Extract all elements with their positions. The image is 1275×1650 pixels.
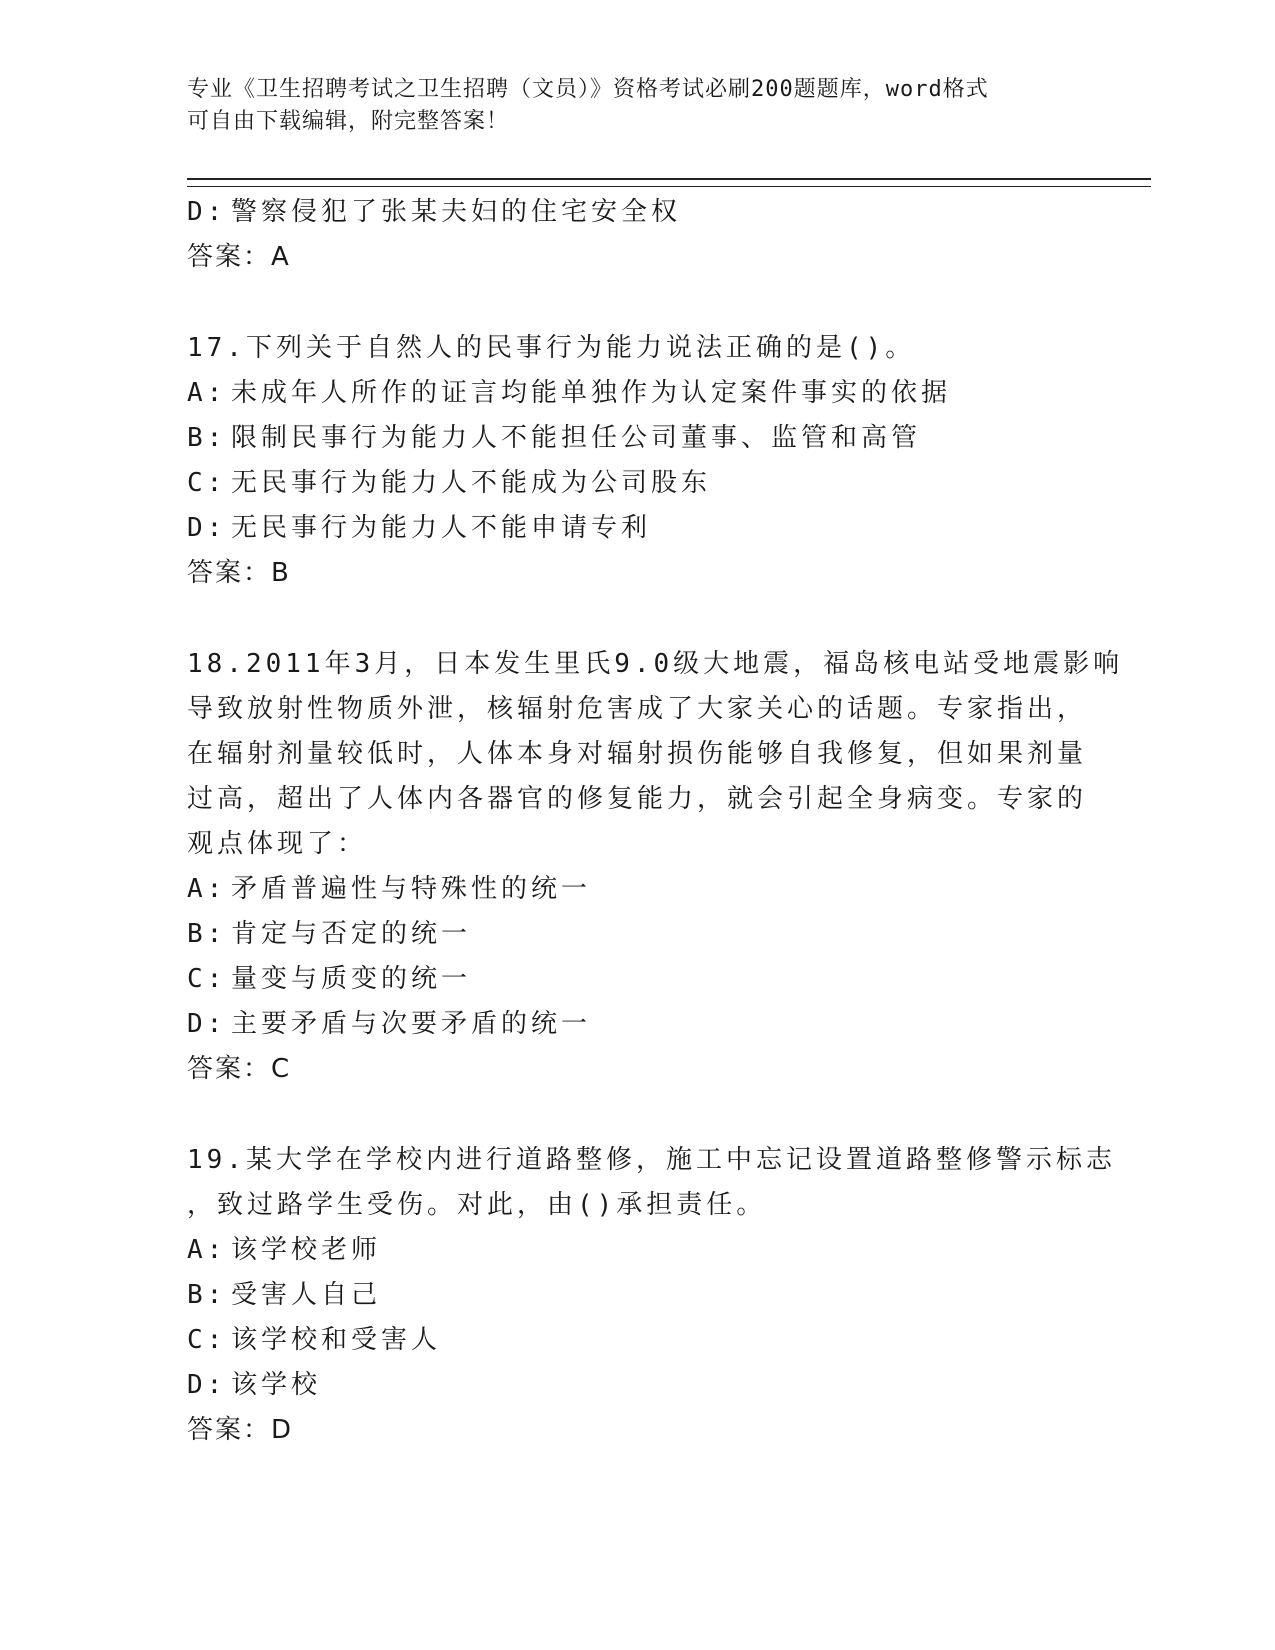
answer-line: 答案：A	[187, 242, 291, 272]
answer-line: 答案：B	[187, 558, 291, 588]
question-17	[187, 326, 1087, 596]
answer-line: 答案：D	[187, 1415, 294, 1445]
option-letter: B:	[187, 919, 227, 949]
option-a	[187, 1228, 1087, 1273]
option-letter: D:	[187, 197, 227, 227]
option-text: 受害人自己	[231, 1280, 382, 1310]
option-text: 肯定与否定的统一	[231, 919, 472, 949]
option-text: 矛盾普遍性与特殊性的统一	[231, 874, 592, 904]
question-stem: 17.下列关于自然人的民事行为能力说法正确的是()。	[187, 333, 916, 363]
option-text: 该学校老师	[231, 1235, 382, 1265]
option-c	[187, 957, 1087, 1002]
option-d	[187, 190, 1087, 235]
header-line-2: 可自由下载编辑，附完整答案！	[187, 109, 510, 134]
header-divider	[187, 178, 1151, 187]
option-text: 无民事行为能力人不能成为公司股东	[231, 468, 712, 498]
option-text: 无民事行为能力人不能申请专利	[231, 513, 652, 543]
option-text: 限制民事行为能力人不能担任公司董事、监管和高管	[231, 423, 922, 453]
option-letter: D:	[187, 1009, 227, 1039]
document-header	[187, 74, 1087, 138]
option-text: 警察侵犯了张某夫妇的住宅安全权	[231, 197, 682, 227]
question-16-tail	[187, 190, 1087, 280]
option-d	[187, 1002, 1087, 1047]
header-line-1: 专业《卫生招聘考试之卫生招聘（文员）》资格考试必刷200题题库，word格式	[187, 77, 989, 102]
option-c	[187, 1318, 1087, 1363]
option-letter: D:	[187, 513, 227, 543]
option-letter: B:	[187, 1280, 227, 1310]
option-b	[187, 416, 1087, 461]
option-b	[187, 912, 1087, 957]
question-stem-line: ，致过路学生受伤。对此，由()承担责任。	[187, 1190, 767, 1220]
option-text: 主要矛盾与次要矛盾的统一	[231, 1009, 592, 1039]
option-letter: A:	[187, 378, 227, 408]
answer-line: 答案：C	[187, 1054, 292, 1084]
option-letter: A:	[187, 1235, 227, 1265]
option-letter: C:	[187, 468, 227, 498]
option-d	[187, 506, 1087, 551]
question-19	[187, 1138, 1116, 1453]
option-letter: C:	[187, 964, 227, 994]
question-stem-line: 导致放射性物质外泄，核辐射危害成了大家关心的话题。专家指出，	[187, 694, 1088, 724]
option-letter: D:	[187, 1370, 227, 1400]
option-text: 该学校	[231, 1370, 322, 1400]
option-letter: A:	[187, 874, 227, 904]
option-a	[187, 371, 1087, 416]
option-b	[187, 1273, 1087, 1318]
question-stem-line: 19.某大学在学校内进行道路整修，施工中忘记设置道路整修警示标志	[187, 1145, 1116, 1175]
question-stem-line: 观点体现了：	[187, 829, 368, 859]
option-letter: C:	[187, 1325, 227, 1355]
option-c	[187, 461, 1087, 506]
question-stem-line: 过高，超出了人体内各器官的修复能力，就会引起全身病变。专家的	[187, 784, 1088, 814]
option-text: 未成年人所作的证言均能单独作为认定案件事实的依据	[231, 378, 952, 408]
question-list	[187, 190, 1124, 1453]
option-text: 该学校和受害人	[231, 1325, 442, 1355]
option-d	[187, 1363, 1087, 1408]
option-text: 量变与质变的统一	[231, 964, 472, 994]
option-a	[187, 867, 1087, 912]
option-letter: B:	[187, 423, 227, 453]
question-stem-line: 在辐射剂量较低时，人体本身对辐射损伤能够自我修复，但如果剂量	[187, 739, 1088, 769]
question-stem-line: 18.2011年3月，日本发生里氏9.0级大地震，福岛核电站受地震影响	[187, 649, 1124, 679]
question-18	[187, 642, 1124, 1092]
